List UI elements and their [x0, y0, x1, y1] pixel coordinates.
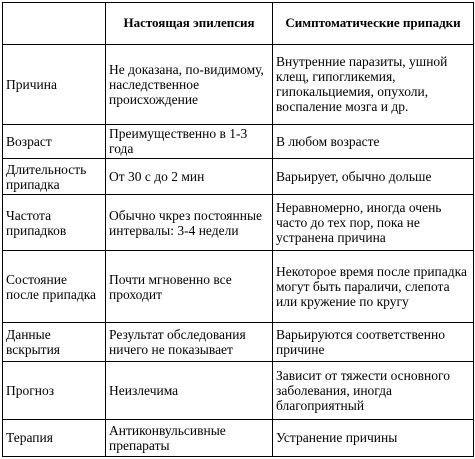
row-label: Причина [3, 44, 106, 124]
comparison-table [2, 2, 474, 457]
true-epilepsy-cell: Неизлечима [106, 361, 273, 419]
true-epilepsy-cell: Почти мгновенно все проходит [106, 250, 273, 323]
table-row [3, 323, 474, 361]
symptomatic-cell: Неравномерно, иногда очень часто до тех пор, пока не устранена причина [273, 195, 474, 251]
row-label: Возраст [3, 124, 106, 158]
row-label: Данные вскрытия [3, 323, 106, 361]
table-row [3, 158, 474, 194]
header-symptomatic: Симптоматические припадки [273, 3, 474, 45]
true-epilepsy-cell: Обычно чкрез постоянные интервалы: 3-4 недели [106, 195, 273, 251]
symptomatic-cell: Устранение причины [273, 419, 474, 456]
table-row [3, 44, 474, 124]
table-row [3, 124, 474, 158]
row-label: Частота припадков [3, 195, 106, 251]
row-label: Состояние после припадка [3, 250, 106, 323]
header-row [3, 3, 474, 45]
symptomatic-cell: Зависит от тяжести основного заболевания, иногда благоприятный [273, 361, 474, 419]
table-row [3, 195, 474, 251]
table-row [3, 250, 474, 323]
row-label: Длительность припадка [3, 158, 106, 194]
header-corner [3, 3, 106, 45]
symptomatic-cell: Варьируются соответственно причине [273, 323, 474, 361]
table-row [3, 361, 474, 419]
true-epilepsy-cell: От 30 с до 2 мин [106, 158, 273, 194]
true-epilepsy-cell: Преимущественно в 1-3 года [106, 124, 273, 158]
header-true-epilepsy: Настоящая эпилепсия [106, 3, 273, 45]
row-label: Прогноз [3, 361, 106, 419]
true-epilepsy-cell: Результат обследования ничего не показывает [106, 323, 273, 361]
table-row [3, 419, 474, 456]
symptomatic-cell: Некоторое время после припадка могут быть параличи, слепота или кружение по кругу [273, 250, 474, 323]
true-epilepsy-cell: Не доказана, по-видимому, наследственное происхождение [106, 44, 273, 124]
true-epilepsy-cell: Антиконвульсивные препараты [106, 419, 273, 456]
row-label: Терапия [3, 419, 106, 456]
symptomatic-cell: Внутренние паразиты, ушной клещ, гипогликемия, гипокальциемия, опухоли, воспаление мозга и др. [273, 44, 474, 124]
symptomatic-cell: В любом возрасте [273, 124, 474, 158]
symptomatic-cell: Варьирует, обычно дольше [273, 158, 474, 194]
